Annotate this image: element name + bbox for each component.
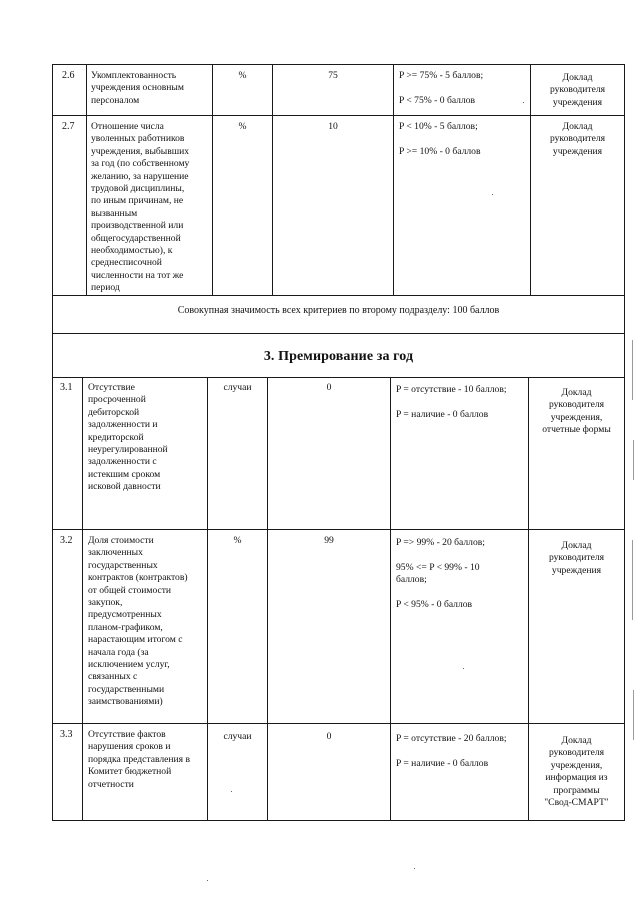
row-2-7-value: 10 xyxy=(328,121,338,132)
row-3-1-source: Доклад руководителя учреждения, отчетные формы xyxy=(542,387,611,436)
row-2-6-value: 75 xyxy=(328,70,338,81)
scan-margin-mark xyxy=(632,340,633,400)
row-2-7-number: 2.7 xyxy=(62,121,75,132)
col-sep-1 xyxy=(86,64,87,295)
scan-speck xyxy=(523,102,524,103)
row-3-3-number: 3.3 xyxy=(60,729,73,740)
table-line-top xyxy=(52,64,625,65)
row-3-1-scale: P = отсутствие - 10 баллов; P = наличие - 0 баллов xyxy=(396,384,507,420)
row-3-2-number: 3.2 xyxy=(60,535,73,546)
scan-speck xyxy=(207,880,208,881)
row-2-6-unit: % xyxy=(238,70,247,81)
row-3-3-source: Доклад руководителя учреждения, информация из программы "Свод-СМАРТ" xyxy=(544,735,609,809)
table-line-row26-bottom xyxy=(52,115,625,116)
row-3-1-criterion: Отсутствие просроченной дебиторской задолженности и кредиторской неурегулированной задолженности с истекшим сроком исковой давности xyxy=(88,382,168,493)
row-2-7-unit: % xyxy=(238,121,247,132)
row-3-2-unit: % xyxy=(233,535,242,546)
table-line-row31-bottom xyxy=(52,529,625,530)
table-border-right xyxy=(624,64,625,820)
row-3-2-value: 99 xyxy=(324,535,334,546)
row-2-7-source: Доклад руководителя учреждения xyxy=(549,121,606,157)
scan-speck xyxy=(414,868,415,869)
col-sep-2 xyxy=(212,64,213,295)
col-sep-1b xyxy=(82,377,83,820)
scan-margin-mark xyxy=(633,440,634,480)
row-3-3-scale: P = отсутствие - 20 баллов; P = наличие - 0 баллов xyxy=(396,733,507,769)
table-line-section-bottom xyxy=(52,377,625,378)
scan-speck xyxy=(463,668,464,669)
row-2-6-number: 2.6 xyxy=(62,70,75,81)
table-line-row32-bottom xyxy=(52,723,625,724)
table-border-left xyxy=(52,64,53,820)
subsection-summary: Совокупная значимость всех критериев по второму подразделу: 100 баллов xyxy=(177,305,500,316)
row-2-6-source: Доклад руководителя учреждения xyxy=(549,72,606,108)
scan-margin-mark xyxy=(632,540,633,620)
scan-speck xyxy=(492,194,493,195)
row-3-2-criterion: Доля стоимости заключенных государственных контрактов (контрактов) от общей стоимости закупок, предусмотренных планом-графиком, нарастающим итогом с начала года (за исключением услуг, связанных с государственными заимствованиями) xyxy=(88,535,188,708)
row-3-3-criterion: Отсутствие фактов нарушения сроков и порядка представления в Комитет бюджетной отчетности xyxy=(88,729,191,790)
row-3-1-unit: случаи xyxy=(223,382,252,393)
table-line-row27-bottom xyxy=(52,295,625,296)
col-sep-4b xyxy=(390,377,391,820)
row-3-3-value: 0 xyxy=(326,731,332,742)
scan-margin-mark xyxy=(633,690,634,740)
row-3-2-source: Доклад руководителя учреждения xyxy=(548,540,605,576)
table-line-summary-bottom xyxy=(52,333,625,334)
row-3-2-scale: P => 99% - 20 баллов; 95% <= P < 99% - 10 баллов; P < 95% - 0 баллов xyxy=(396,537,485,611)
row-2-7-scale: P < 10% - 5 баллов; P >= 10% - 0 баллов xyxy=(399,121,481,157)
col-sep-3 xyxy=(272,64,273,295)
row-2-6-criterion: Укомплектованность учреждения основным персоналом xyxy=(91,70,184,106)
row-2-7-criterion: Отношение числа уволенных работников учреждения, выбывших за год (по собственному желанию, за нарушение трудовой дисциплины, по иным причинам, не вызванным производственной или общегосударственной необходимостью), к среднесписочной численности на тот же период xyxy=(91,121,190,294)
section-title: 3. Премирование за год xyxy=(263,349,414,364)
table-line-bottom xyxy=(52,820,625,821)
row-3-3-unit: случаи xyxy=(223,731,252,742)
row-3-1-number: 3.1 xyxy=(60,382,73,393)
col-sep-3b xyxy=(267,377,268,820)
row-2-6-scale: P >= 75% - 5 баллов; P < 75% - 0 баллов xyxy=(399,70,484,106)
row-3-1-value: 0 xyxy=(326,382,332,393)
col-sep-4 xyxy=(393,64,394,295)
scan-speck xyxy=(231,791,232,792)
